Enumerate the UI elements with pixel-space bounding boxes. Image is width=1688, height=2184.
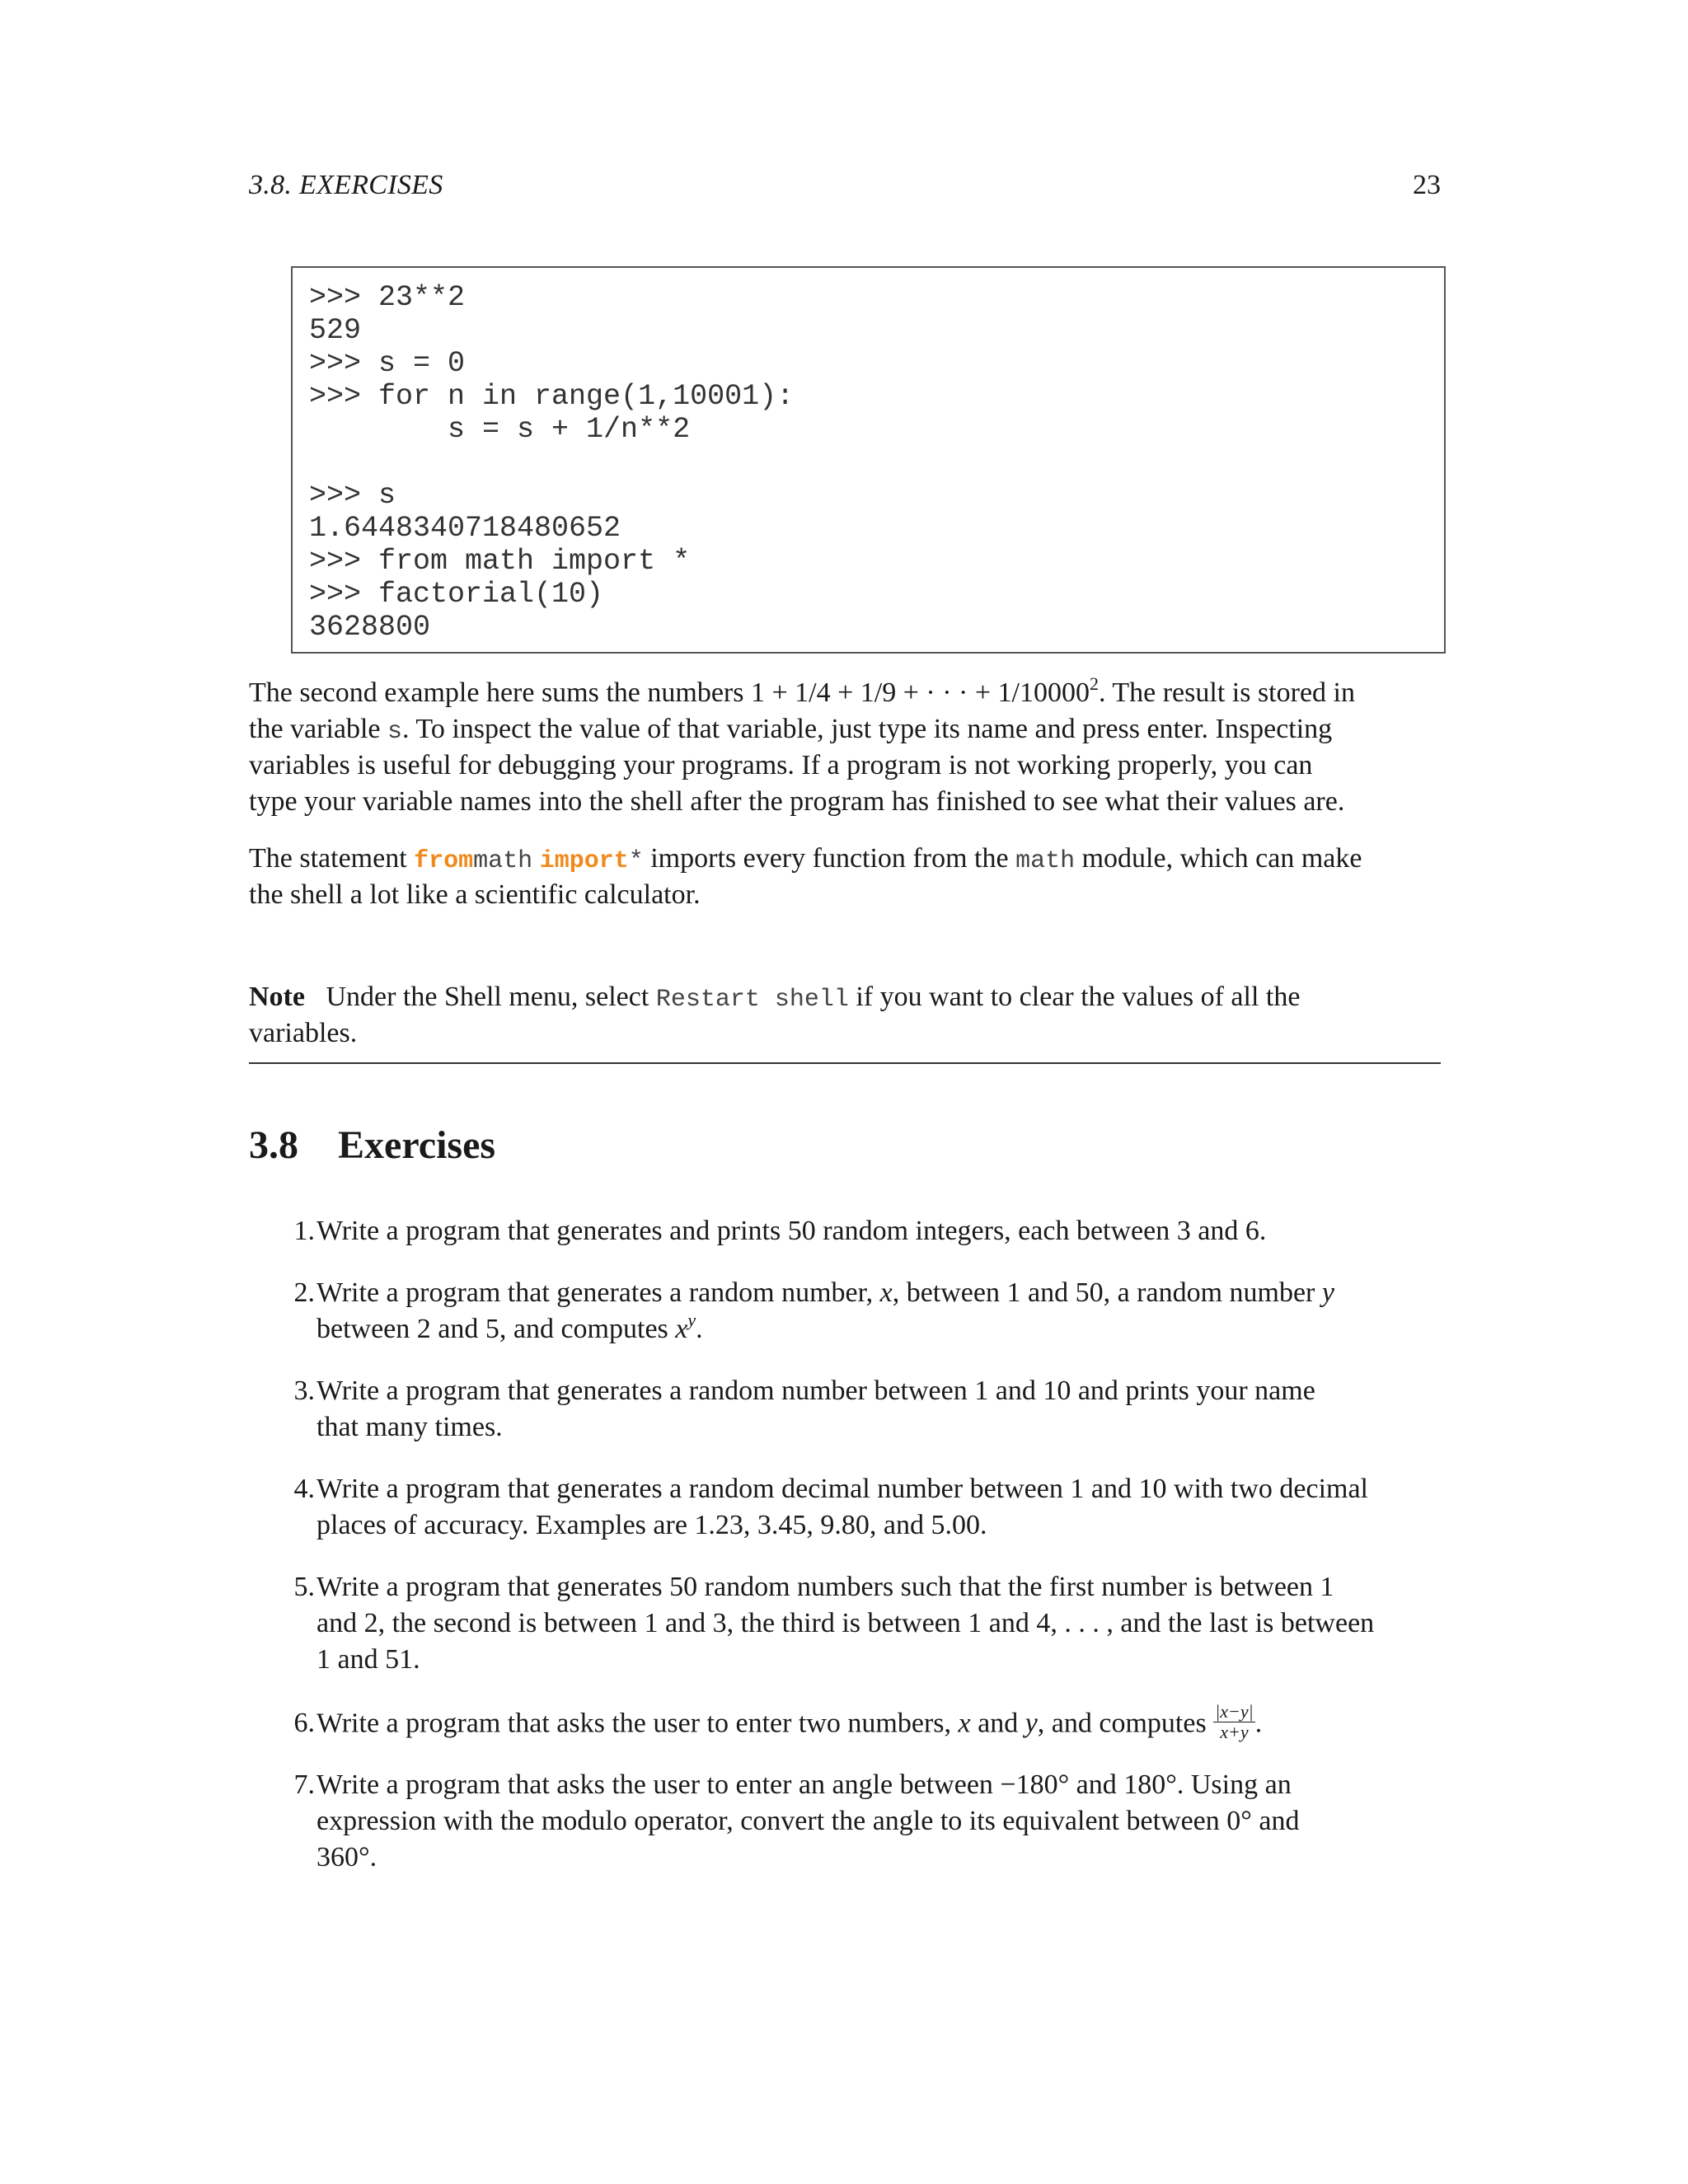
- item-text: Write a program that asks the user to enter two numbers,: [316, 1708, 959, 1739]
- text: the shell a lot like a scientific calculator.: [249, 879, 701, 910]
- inline-code: Restart shell: [655, 986, 849, 1014]
- text: if you want to clear the values of all the: [848, 982, 1301, 1012]
- code-line: 3628800: [309, 611, 431, 644]
- item-number: 3.: [293, 1376, 315, 1406]
- text: Under the Shell menu, select: [326, 982, 656, 1012]
- item-number: 5.: [293, 1572, 315, 1602]
- page-number: 23: [1413, 170, 1441, 200]
- inline-code: math: [473, 847, 533, 875]
- item-number: 7.: [293, 1769, 315, 1800]
- item-text: Write a program that generates a random number between 1 and 10 and prints your name: [316, 1376, 1315, 1406]
- note-box: [249, 979, 1441, 1052]
- math-variable: x: [879, 1277, 893, 1308]
- item-text: expression with the modulo operator, convert the angle to its equivalent between 0° and: [316, 1806, 1300, 1836]
- item-text: that many times.: [316, 1412, 503, 1442]
- item-number: 6.: [293, 1708, 315, 1738]
- item-text: 360°.: [316, 1842, 377, 1872]
- keyword-from: from: [414, 847, 474, 875]
- math-variable: x: [958, 1708, 971, 1739]
- text: variables is useful for debugging your programs. If a program is not working properly, you can: [249, 750, 1313, 780]
- section-number: 3.8: [249, 1123, 298, 1167]
- running-title: 3.8. EXERCISES: [249, 170, 443, 200]
- code-line: 1.6448340718480652: [309, 512, 621, 545]
- code-line: >>> for n in range(1,10001):: [309, 380, 795, 413]
- fraction-numerator: |x−y|: [1215, 1701, 1254, 1722]
- item-text: .: [696, 1314, 703, 1344]
- text: module, which can make: [1075, 843, 1362, 874]
- math-variable: y: [1025, 1708, 1038, 1739]
- inline-code: math: [1015, 847, 1076, 875]
- math-variable: y: [1321, 1277, 1334, 1308]
- superscript: 2: [1089, 673, 1099, 694]
- text: the variable: [249, 714, 388, 744]
- note-label: Note: [249, 982, 305, 1012]
- text: . The result is stored in: [1098, 677, 1355, 708]
- code-block: [291, 266, 1446, 654]
- item-number: 1.: [293, 1216, 315, 1246]
- item-text: , between 1 and 50, a random number: [892, 1277, 1322, 1308]
- item-text: and: [970, 1708, 1025, 1739]
- text: type your variable names into the shell after the program has finished to see what their values are.: [249, 786, 1345, 817]
- item-text: and 2, the second is between 1 and 3, the third is between 1 and 4, . . . , and the last is between: [316, 1608, 1375, 1638]
- item-text: 1 and 51.: [316, 1644, 420, 1675]
- fraction-denominator: x+y: [1220, 1722, 1249, 1742]
- code-line: >>> from math import *: [309, 545, 691, 578]
- item-text: between 2 and 5, and computes: [316, 1314, 676, 1344]
- running-header: [249, 170, 1441, 211]
- horizontal-rule: [249, 1062, 1441, 1064]
- section-title: Exercises: [338, 1123, 496, 1167]
- superscript: y: [687, 1310, 696, 1330]
- item-text: places of accuracy. Examples are 1.23, 3.45, 9.80, and 5.00.: [316, 1510, 987, 1540]
- keyword-import: import: [539, 847, 629, 875]
- fraction: [1213, 1702, 1254, 1742]
- item-text: Write a program that asks the user to enter an angle between −180° and 180°. Using an: [316, 1769, 1292, 1800]
- code-line: >>> s: [309, 479, 396, 512]
- text: imports every function from the: [643, 843, 1016, 874]
- code-line: >>> 23**2: [309, 281, 466, 314]
- text: variables.: [249, 1018, 358, 1048]
- section-heading: [249, 1122, 495, 1168]
- paragraph-math-import: [249, 841, 1441, 913]
- item-text: Write a program that generates a random decimal number between 1 and 10 with two decimal: [316, 1474, 1368, 1504]
- code-line: 529: [309, 314, 362, 347]
- inline-code: s: [387, 718, 403, 746]
- item-number: 2.: [293, 1277, 315, 1308]
- inline-code: *: [628, 847, 644, 875]
- item-number: 4.: [293, 1474, 315, 1504]
- item-text: , and computes: [1037, 1708, 1214, 1739]
- text: . To inspect the value of that variable, just type its name and press enter. Inspecting: [402, 714, 1333, 744]
- text: The statement: [249, 843, 415, 874]
- paragraph-sum-explanation: [249, 675, 1441, 820]
- code-line: >>> s = 0: [309, 347, 466, 380]
- code-line: >>> factorial(10): [309, 578, 604, 611]
- text: The second example here sums the numbers 1 + 1/4 + 1/9 + · · · + 1/10000: [249, 677, 1090, 708]
- item-text: Write a program that generates and prints 50 random integers, each between 3 and 6.: [316, 1216, 1267, 1246]
- item-text: Write a program that generates a random number,: [316, 1277, 880, 1308]
- item-text: Write a program that generates 50 random numbers such that the first number is between 1: [316, 1572, 1334, 1602]
- math-variable: x: [675, 1314, 688, 1344]
- item-text: .: [1254, 1708, 1263, 1739]
- code-line: s = s + 1/n**2: [309, 413, 691, 446]
